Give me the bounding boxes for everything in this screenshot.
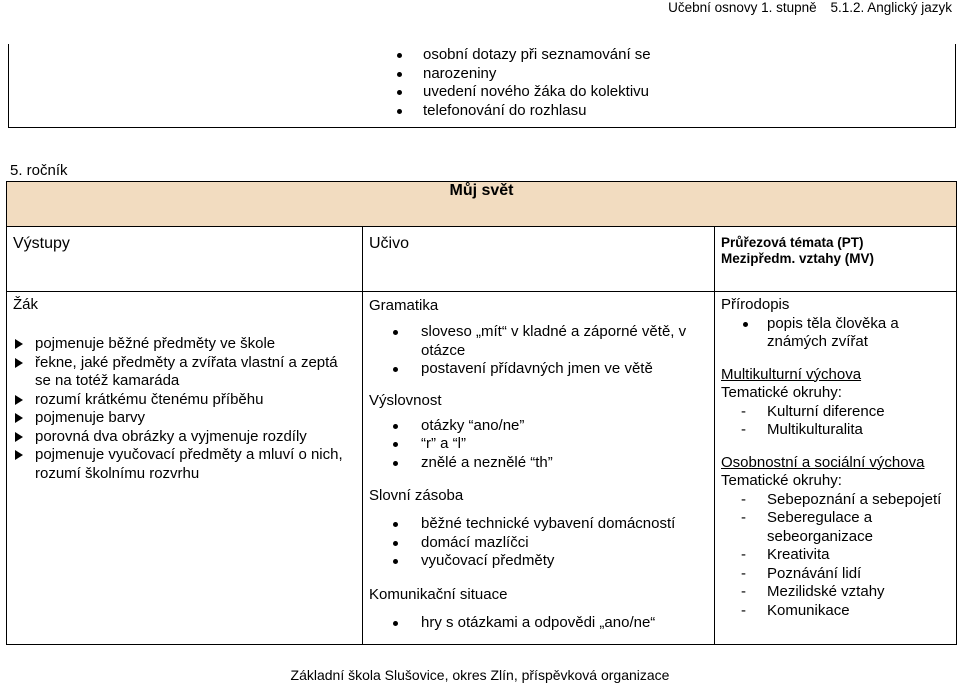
arrow-icon [15,413,23,423]
arrow-icon [15,450,23,460]
arrow-icon [15,432,23,442]
page-footer: Základní škola Slušovice, okres Zlín, příspěvková organizace [290,667,670,683]
list-item: sloveso „mít“ v kladné a záporné větě, v otázce [369,323,708,360]
content-list [369,323,708,379]
pt-okruhy: Tematické okruhy: [721,472,842,489]
list-item: pojmenuje běžné předměty ve škole [13,335,356,354]
outputs-header: Výstupy [7,227,363,292]
section-title: Komunikační situace [369,585,508,603]
outputs-cell [7,292,363,645]
previous-table-box [8,44,956,128]
bullet-icon [393,541,398,546]
bullet-icon [393,442,398,447]
bullet-icon [393,461,398,466]
section-title: Slovní zásoba [369,487,464,504]
top-list [397,46,651,120]
bullet-icon [393,522,398,527]
list-item: - Mezilidské vztahy [741,583,885,600]
pt-header: Průřezová témata (PT) Mezipředm. vztahy (MV) [715,227,957,292]
outputs-list [13,335,356,483]
section-title: Gramatika [369,297,439,314]
list-item: pojmenuje barvy [13,409,356,428]
list-item: vyučovací předměty [369,552,708,571]
list-item: narozeniny [397,65,651,84]
pt-cell [715,292,957,645]
bullet-icon [393,621,398,626]
arrow-icon [15,395,23,405]
list-item: řekne, jaké předměty a zvířata vlastní a zeptá se na totéž kamaráda [13,354,356,391]
list-item: domácí mazlíčci [369,534,708,553]
list-item: osobní dotazy při seznamování se [397,46,651,65]
pt-okruhy: Tematické okruhy: [721,384,842,401]
list-item: znělé a neznělé “th” [369,454,708,473]
section-title: Výslovnost [369,391,442,409]
list-item: rozumí krátkému čtenému příběhu [13,391,356,410]
list-item: - Poznávání lidí [741,564,862,582]
pt-mkv: Multikulturní výchova [721,365,862,383]
curriculum-table [6,181,957,645]
content-list [369,614,708,633]
list-item: hry s otázkami a odpovědi „ano/ne“ [369,614,708,633]
page-header [658,0,952,15]
bullet-icon [393,424,398,429]
bullet-icon [397,90,402,95]
pt-prirodopis: Přírodopis [721,296,790,313]
list-item: - Komunikace [741,601,850,619]
arrow-icon [15,339,23,349]
pt-list [721,403,950,440]
grade-heading: 5. ročník [10,162,68,179]
list-item: pojmenuje vyučovací předměty a mluví o nich, rozumí školnímu rozvrhu [13,446,356,483]
list-item: - Multikulturalita [741,421,863,438]
content-list [369,515,708,571]
bullet-icon [393,559,398,564]
header-doc: Učební osnovy 1. stupně [668,0,817,15]
list-item: běžné technické vybavení domácností [369,515,708,534]
bullet-icon [743,322,748,327]
list-item: porovná dva obrázky a vyjmenuje rozdíly [13,428,356,447]
pt-osv: Osobnostní a sociální výchova [721,453,925,471]
list-item: telefonování do rozhlasu [397,102,651,121]
content-header: Učivo [363,227,715,292]
list-item: - Seberegulace a sebeorganizace [741,509,873,545]
header-section: 5.1.2. Anglický jazyk [830,0,952,15]
bullet-icon [397,109,402,114]
list-item: postavení přídavných jmen ve větě [369,360,708,379]
list-item: “r” a “l” [369,435,708,454]
pt-list [721,315,950,352]
list-item: - Kreativita [741,546,830,563]
content-list [369,417,708,473]
bullet-icon [393,330,398,335]
list-item: - Kulturní diference [741,402,885,420]
content-cell [363,292,715,645]
list-item: popis těla člověka a známých zvířat [721,315,950,352]
pt-list [721,491,950,621]
list-item: otázky “ano/ne” [369,417,708,436]
theme-title: Můj svět [7,182,957,227]
list-item: uvedení nového žáka do kolektivu [397,83,651,102]
outputs-subject: Žák [13,296,39,313]
arrow-icon [15,358,23,368]
bullet-icon [397,72,402,77]
bullet-icon [397,53,402,58]
bullet-icon [393,367,398,372]
list-item: - Sebepoznání a sebepojetí [741,490,942,508]
